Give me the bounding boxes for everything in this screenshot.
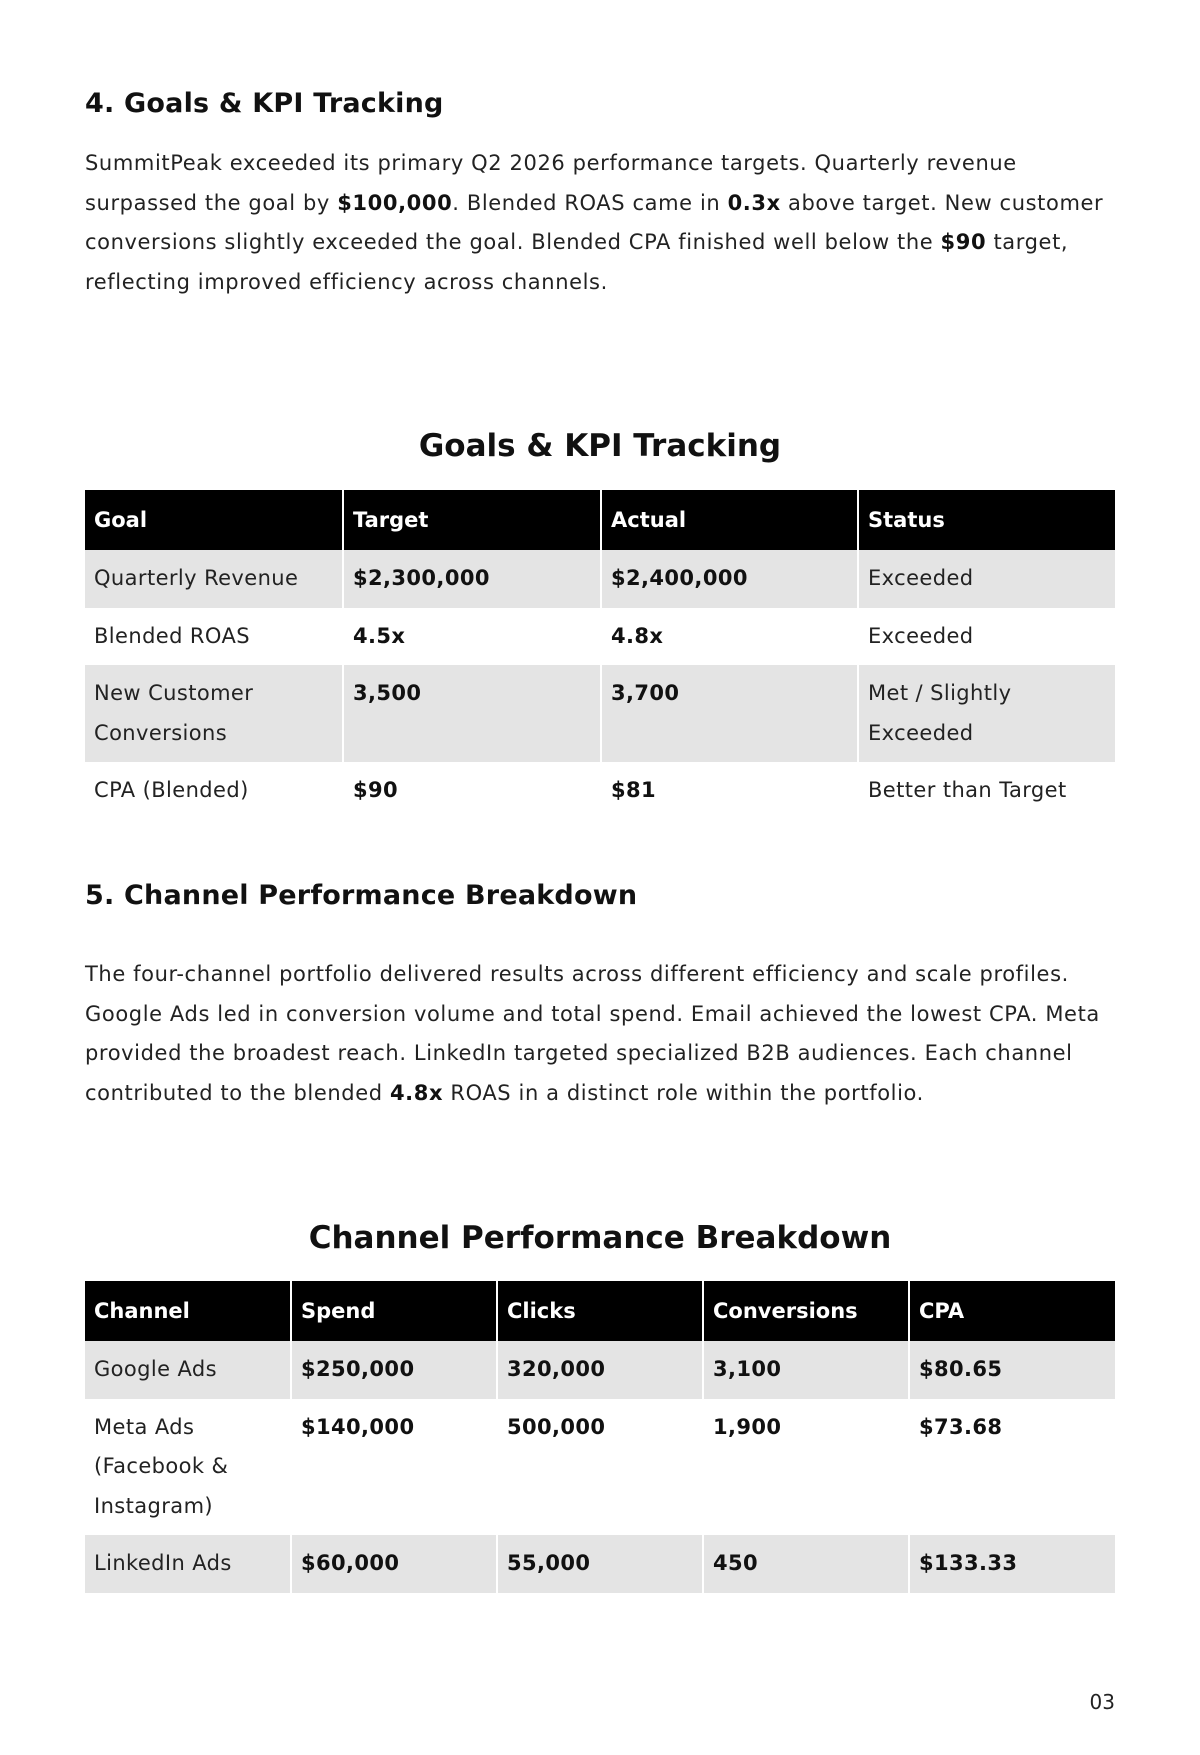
kpi-table (85, 490, 1115, 820)
cell-target: $90 (343, 762, 601, 820)
cell-actual: $81 (601, 762, 858, 820)
paragraph-text: SummitPeak exceeded its primary Q2 2026 performance targets. Quarterly revenue surpassed the goal by (85, 151, 1017, 215)
paragraph-bold-value: 4.8x (389, 1080, 444, 1105)
cell-spend: $140,000 (291, 1399, 497, 1536)
column-header-clicks: Clicks (497, 1281, 703, 1341)
column-header-channel: Channel (85, 1281, 291, 1341)
cell-target: 3,500 (343, 665, 601, 762)
paragraph-text: ROAS in a distinct role within the portfolio. (443, 1080, 924, 1105)
kpi-table-title: Goals & KPI Tracking (418, 428, 782, 464)
section-4-heading: 4. Goals & KPI Tracking (85, 88, 444, 119)
page-number: 03 (1089, 1690, 1115, 1714)
column-header-conversions: Conversions (703, 1281, 909, 1341)
column-header-spend: Spend (291, 1281, 497, 1341)
column-header-goal: Goal (85, 490, 343, 550)
paragraph-text: above target. New customer conversions slightly exceeded the goal. Blended CPA finished well below the (85, 190, 1104, 254)
paragraph-bold-value: $90 (940, 230, 987, 254)
cell-conversions: 450 (703, 1535, 909, 1593)
cell-status: Exceeded (858, 550, 1115, 608)
column-header-status: Status (858, 490, 1115, 550)
paragraph-text: target, reflecting improved efficiency across channels. (85, 230, 1069, 294)
channel-table-title: Channel Performance Breakdown (308, 1220, 892, 1256)
cell-goal: CPA (Blended) (85, 762, 343, 820)
paragraph-bold-value: 0.3x (727, 190, 781, 215)
cell-spend: $60,000 (291, 1535, 497, 1593)
cell-status: Met / Slightly Exceeded (858, 665, 1115, 762)
cell-conversions: 3,100 (703, 1341, 909, 1399)
table-row (85, 762, 1115, 820)
cell-channel: Google Ads (85, 1341, 291, 1399)
table-row (85, 608, 1115, 666)
cell-conversions: 1,900 (703, 1399, 909, 1536)
table-row (85, 1341, 1115, 1399)
table-row (85, 550, 1115, 608)
cell-clicks: 500,000 (497, 1399, 703, 1536)
cell-actual: 3,700 (601, 665, 858, 762)
section-5-heading: 5. Channel Performance Breakdown (85, 880, 638, 911)
cell-target: 4.5x (343, 608, 601, 666)
cell-goal: Blended ROAS (85, 608, 343, 666)
cell-cpa: $80.65 (909, 1341, 1115, 1399)
paragraph-bold-value: $100,000 (337, 190, 453, 215)
cell-goal: New Customer Conversions (85, 665, 343, 762)
cell-target: $2,300,000 (343, 550, 601, 608)
column-header-cpa: CPA (909, 1281, 1115, 1341)
paragraph-text: . Blended ROAS came in (452, 190, 728, 215)
channel-table-header-row (85, 1281, 1115, 1341)
table-row (85, 1399, 1115, 1536)
column-header-actual: Actual (601, 490, 858, 550)
cell-channel: Meta Ads (Facebook & Instagram) (85, 1399, 291, 1536)
cell-actual: $2,400,000 (601, 550, 858, 608)
section-5-paragraph (85, 955, 1115, 1113)
section-4-paragraph (85, 144, 1115, 302)
column-header-target: Target (343, 490, 601, 550)
cell-status: Better than Target (868, 778, 1067, 802)
table-row (85, 1535, 1115, 1593)
cell-clicks: 55,000 (497, 1535, 703, 1593)
table-row (85, 665, 1115, 762)
kpi-table-header-row (85, 490, 1115, 550)
cell-goal: Quarterly Revenue (85, 550, 343, 608)
channel-table (85, 1281, 1115, 1593)
cell-channel: LinkedIn Ads (85, 1535, 291, 1593)
cell-cpa: $133.33 (909, 1535, 1115, 1593)
cell-status: Exceeded (868, 623, 974, 648)
cell-actual: 4.8x (601, 608, 858, 666)
cell-cpa: $73.68 (919, 1414, 1003, 1439)
cell-clicks: 320,000 (497, 1341, 703, 1399)
paragraph-text: The four-channel portfolio delivered results across different efficiency and scale profiles. Google Ads led in conversion volume and total spend. Email achieved the lowest CPA. Meta provided the broadest reach. LinkedIn targeted specialized B2B audiences. Each channel contributed to the blended (85, 962, 1100, 1105)
cell-spend: $250,000 (291, 1341, 497, 1399)
